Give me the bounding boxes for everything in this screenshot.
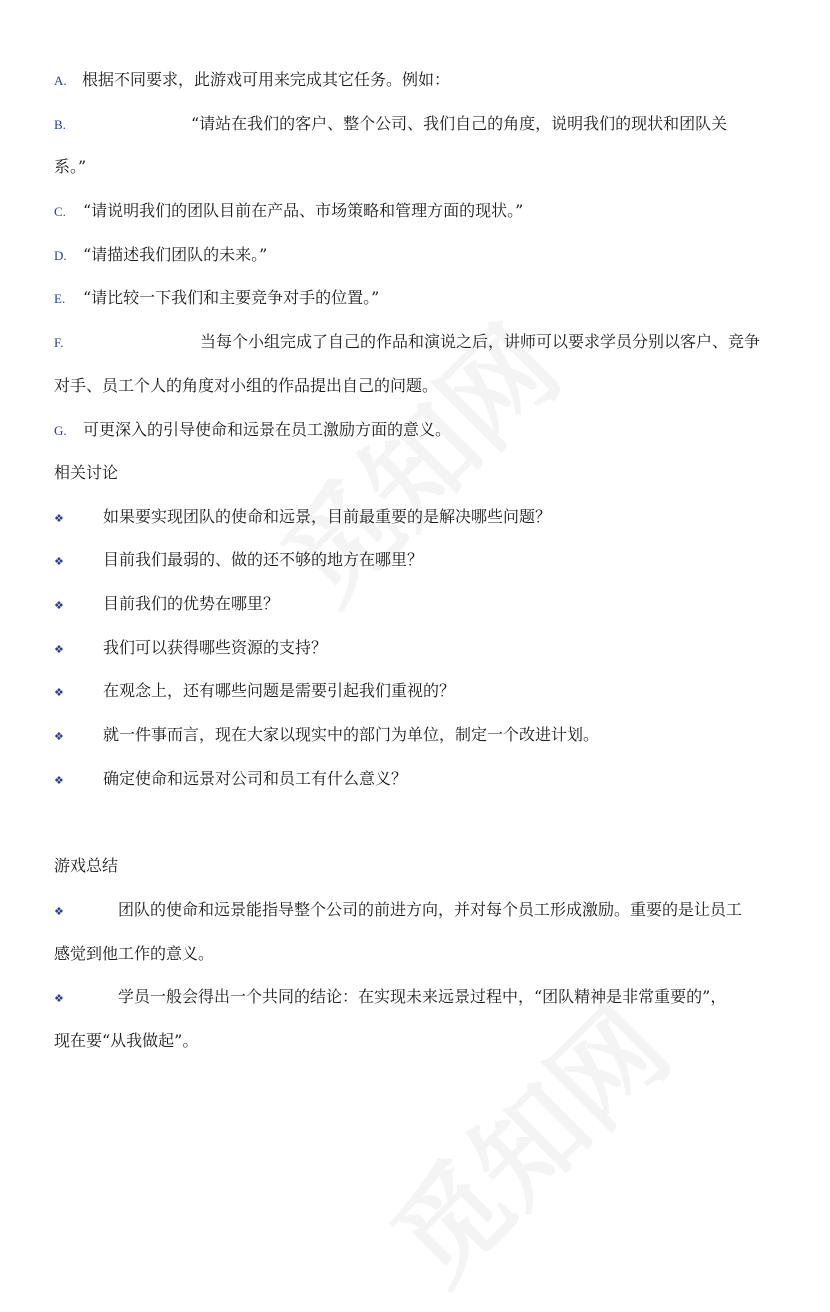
discussion-text: 确定使命和远景对公司和员工有什么意义？ <box>103 769 408 788</box>
diamond-bullet-icon: ❖ <box>54 905 64 918</box>
diamond-bullet-icon: ❖ <box>54 555 64 568</box>
diamond-bullet-icon: ❖ <box>54 730 64 743</box>
discussion-text: 就一件事而言，现在大家以现实中的部门为单位，制定一个改进计划。 <box>103 725 600 744</box>
summary-item <box>54 987 726 1009</box>
discussion-item <box>54 681 455 703</box>
diamond-bullet-icon: ❖ <box>54 512 64 525</box>
diamond-bullet-icon: ❖ <box>54 686 64 699</box>
list-item-c <box>54 201 523 222</box>
list-item-g <box>54 420 451 441</box>
list-marker: C. <box>54 204 66 219</box>
diamond-bullet-icon: ❖ <box>54 774 64 787</box>
list-item-text: “请说明我们的团队目前在产品、市场策略和管理方面的现状。” <box>83 201 524 220</box>
summary-item <box>54 900 742 922</box>
diamond-bullet-icon: ❖ <box>54 643 64 656</box>
discussion-item <box>54 550 423 572</box>
list-marker: A. <box>54 73 67 88</box>
discussion-item <box>54 594 279 616</box>
diamond-bullet-icon: ❖ <box>54 599 64 612</box>
list-item-text: “请站在我们的客户、整个公司、我们自己的角度，说明我们的现状和团队关 <box>191 114 728 133</box>
list-marker: E. <box>54 291 66 306</box>
watermark <box>352 966 697 1311</box>
list-item-a <box>54 70 450 91</box>
list-item-text: “请描述我们团队的未来。” <box>83 245 268 264</box>
list-item-d <box>54 245 267 266</box>
summary-text: 团队的使命和远景能指导整个公司的前进方向，并对每个员工形成激励。重要的是让员工 <box>118 900 743 919</box>
list-marker: F. <box>54 335 64 350</box>
list-item-text: 可更深入的引导使命和远景在员工激励方面的意义。 <box>83 420 452 439</box>
discussion-text: 目前我们的优势在哪里？ <box>103 594 280 613</box>
summary-text: 学员一般会得出一个共同的结论：在实现未来远景过程中，“团队精神是非常重要的”， <box>118 987 727 1006</box>
discussion-item <box>54 725 599 747</box>
list-item-b <box>54 114 727 135</box>
list-item-f <box>54 332 760 353</box>
discussion-text: 如果要实现团队的使命和远景，目前最重要的是解决哪些问题？ <box>103 507 552 526</box>
list-item-text: 根据不同要求，此游戏可用来完成其它任务。例如： <box>82 70 451 89</box>
list-item-text: 当每个小组完成了自己的作品和演说之后，讲师可以要求学员分别以客户、竞争 <box>200 332 761 351</box>
discussion-text: 目前我们最弱的、做的还不够的地方在哪里？ <box>103 550 424 569</box>
discussion-item <box>54 507 551 529</box>
list-item-text: “请比较一下我们和主要竞争对手的位置。” <box>83 288 380 307</box>
list-marker: B. <box>54 117 66 132</box>
discussion-item <box>54 769 407 791</box>
list-marker: G. <box>54 423 67 438</box>
discussion-text: 在观念上，还有哪些问题是需要引起我们重视的？ <box>103 681 456 700</box>
list-item-f-continued: 对手、员工个人的角度对小组的作品提出自己的问题。 <box>54 376 439 395</box>
diamond-bullet-icon: ❖ <box>54 992 64 1005</box>
summary-item-continued: 感觉到他工作的意义。 <box>54 944 215 963</box>
discussion-heading: 相关讨论 <box>54 463 119 482</box>
summary-item-continued: 现在要“从我做起”。 <box>54 1031 199 1050</box>
list-item-e <box>54 288 379 309</box>
list-marker: D. <box>54 248 67 263</box>
discussion-text: 我们可以获得哪些资源的支持？ <box>103 638 328 657</box>
list-item-b-continued: 系。” <box>54 157 87 176</box>
summary-heading: 游戏总结 <box>54 856 119 875</box>
discussion-item <box>54 638 327 660</box>
